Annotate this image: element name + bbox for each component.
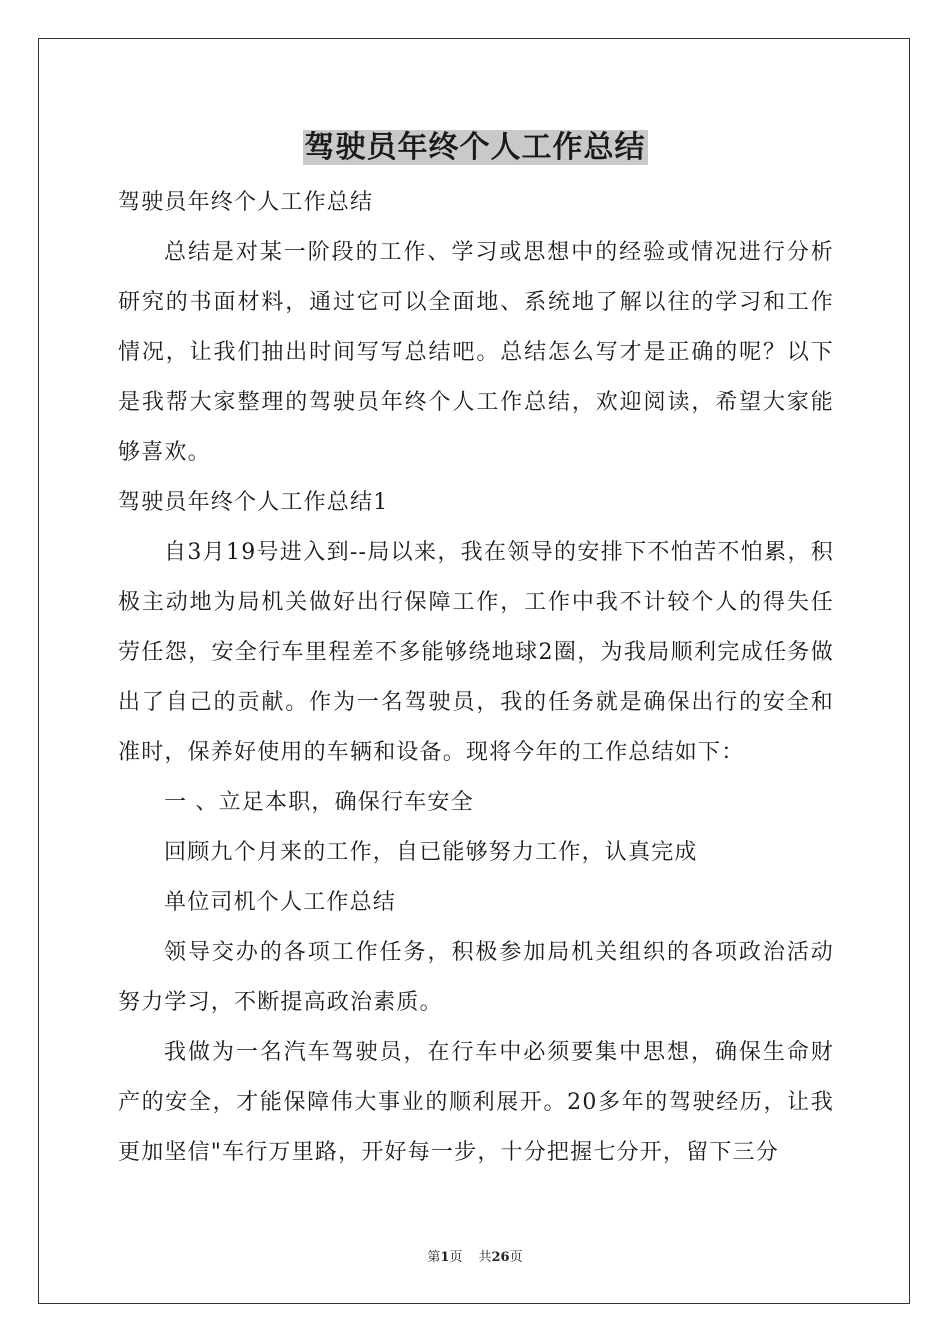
body-paragraph-4: 一 、立足本职，确保行车安全	[164, 790, 474, 815]
document-title-text: 驾驶员年终个人工作总结	[304, 130, 646, 165]
body-paragraph-8: 我做为一名汽车驾驶员，在行车中必须要集中思想，确保生命财产的安全，才能保障伟大事业的顺利展开。20多年的驾驶经历，让我更加坚信"车行万里路，开好每一步，十分把握七分开，留下三分	[118, 1040, 834, 1165]
body-paragraph-3: 自3月19号进入到--局以来，我在领导的安排下不怕苦不怕累，积极主动地为局机关做好出行保障工作，工作中我不计较个人的得失任劳任怨，安全行车里程差不多能够绕地球2圈，为我局顺利完成任务做出了自己的贡献。作为一名驾驶员，我的任务就是确保出行的安全和准时，保养好使用的车辆和设备。现将今年的工作总结如下：	[118, 540, 834, 765]
footer-page-current: 1	[440, 1250, 450, 1265]
body-paragraph-0: 驾驶员年终个人工作总结	[118, 190, 374, 215]
body-paragraph-5: 回顾九个月来的工作，自已能够努力工作，认真完成	[164, 840, 698, 865]
document-body	[118, 178, 834, 1178]
footer-total-suffix: 页	[509, 1250, 523, 1265]
page-footer	[0, 1246, 950, 1265]
footer-page-total: 26	[491, 1250, 510, 1265]
footer-total-prefix: 共	[478, 1250, 492, 1265]
body-paragraph-7: 领导交办的各项工作任务，积极参加局机关组织的各项政治活动努力学习，不断提高政治素质。	[118, 940, 834, 1015]
body-paragraph-2: 驾驶员年终个人工作总结1	[118, 490, 389, 515]
footer-page-suffix: 页	[449, 1250, 463, 1265]
document-title	[0, 126, 950, 170]
body-paragraph-1: 总结是对某一阶段的工作、学习或思想中的经验或情况进行分析研究的书面材料，通过它可以全面地、系统地了解以往的学习和工作情况，让我们抽出时间写写总结吧。总结怎么写才是正确的呢？以下是我帮大家整理的驾驶员年终个人工作总结，欢迎阅读，希望大家能够喜欢。	[118, 240, 834, 465]
body-paragraph-6: 单位司机个人工作总结	[164, 890, 397, 915]
footer-page-prefix: 第	[427, 1250, 441, 1265]
